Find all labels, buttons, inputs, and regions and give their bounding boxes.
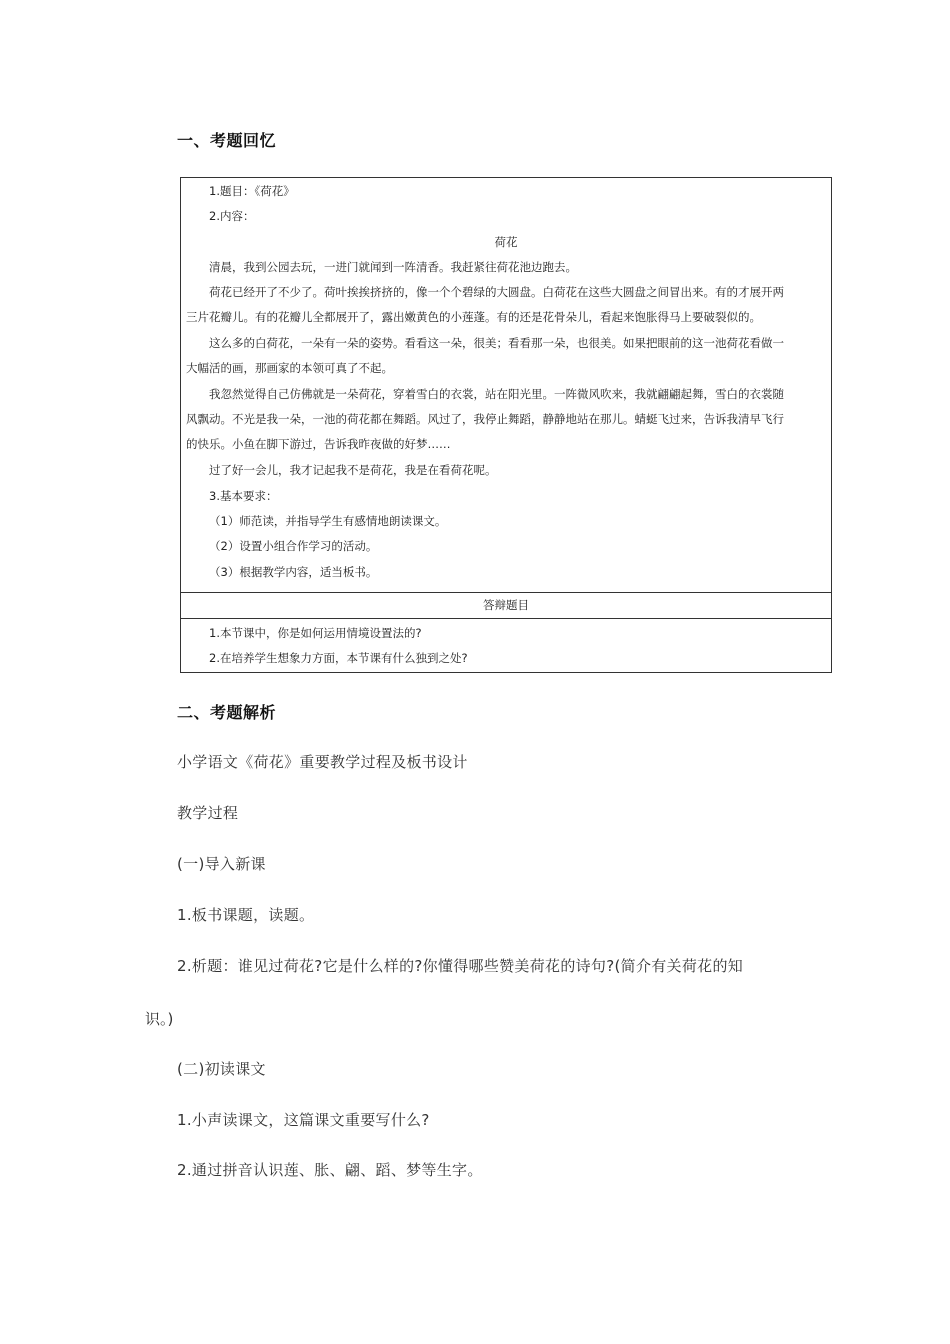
defense-question-2: 2.在培养学生想象力方面，本节课有什么独到之处? — [209, 651, 468, 665]
passage-title: 荷花 — [494, 235, 518, 249]
step-reading-heading: (二)初读课文 — [177, 1060, 266, 1078]
requirement-2: （2）设置小组合作学习的活动。 — [209, 539, 378, 553]
passage-paragraph-2-line-2: 三片花瓣儿。有的花瓣儿全都展开了，露出嫩黄色的小莲蓬。有的还是花骨朵儿，看起来饱胀得马上要破裂似的。 — [186, 310, 761, 324]
passage-paragraph-5: 过了好一会儿，我才记起我不是荷花，我是在看荷花呢。 — [209, 463, 497, 477]
defense-header: 答辩题目 — [483, 598, 529, 612]
step-intro-item-2-continued: 识。) — [145, 1010, 174, 1028]
step-reading-item-2: 2.通过拼音认识莲、胀、翩、蹈、梦等生字。 — [177, 1161, 483, 1179]
passage-paragraph-3-line-1: 这么多的白荷花，一朵有一朵的姿势。看看这一朵，很美；看看那一朵，也很美。如果把眼前的这一池荷花看做一 — [209, 336, 784, 350]
passage-paragraph-1: 清晨，我到公园去玩，一进门就闻到一阵清香。我赶紧往荷花池边跑去。 — [209, 260, 577, 274]
passage-paragraph-4-line-2: 风飘动。不光是我一朵，一池的荷花都在舞蹈。风过了，我停止舞蹈，静静地站在那儿。蜻蜓飞过来，告诉我清早飞行 — [186, 412, 784, 426]
section-heading-analysis: 二、考题解析 — [177, 703, 277, 722]
exam-question-box — [180, 177, 832, 673]
question-content-section — [181, 178, 831, 593]
passage-paragraph-4-line-3: 的快乐。小鱼在脚下游过，告诉我昨夜做的好梦…… — [186, 437, 451, 451]
step-intro-item-1: 1.板书课题，读题。 — [177, 906, 315, 924]
requirement-3: （3）根据教学内容，适当板书。 — [209, 565, 378, 579]
passage-paragraph-3-line-2: 大幅活的画，那画家的本领可真了不起。 — [186, 361, 393, 375]
step-reading-item-1: 1.小声读课文，这篇课文重要写什么? — [177, 1111, 430, 1129]
passage-paragraph-2-line-1: 荷花已经开了不少了。荷叶挨挨挤挤的，像一个个碧绿的大圆盘。白荷花在这些大圆盘之间冒出来。有的才展开两 — [209, 285, 784, 299]
defense-questions-section — [181, 618, 831, 673]
section-heading-recall: 一、考题回忆 — [177, 131, 277, 150]
requirement-1: （1）师范读，并指导学生有感情地朗读课文。 — [209, 514, 447, 528]
defense-question-1: 1.本节课中，你是如何运用情境设置法的? — [209, 626, 422, 640]
content-label: 2.内容： — [209, 209, 255, 223]
defense-header-row — [181, 592, 831, 619]
passage-paragraph-4-line-1: 我忽然觉得自己仿佛就是一朵荷花，穿着雪白的衣裳，站在阳光里。一阵微风吹来，我就翩翩起舞，雪白的衣裳随 — [209, 387, 784, 401]
requirements-label: 3.基本要求： — [209, 489, 278, 503]
teaching-process-heading: 教学过程 — [177, 804, 239, 822]
topic-line: 1.题目：《荷花》 — [209, 184, 295, 198]
step-intro-item-2: 2.析题：谁见过荷花?它是什么样的?你懂得哪些赞美荷花的诗句?(简介有关荷花的知 — [177, 957, 744, 975]
step-intro-heading: (一)导入新课 — [177, 855, 266, 873]
analysis-title: 小学语文《荷花》重要教学过程及板书设计 — [177, 753, 468, 771]
